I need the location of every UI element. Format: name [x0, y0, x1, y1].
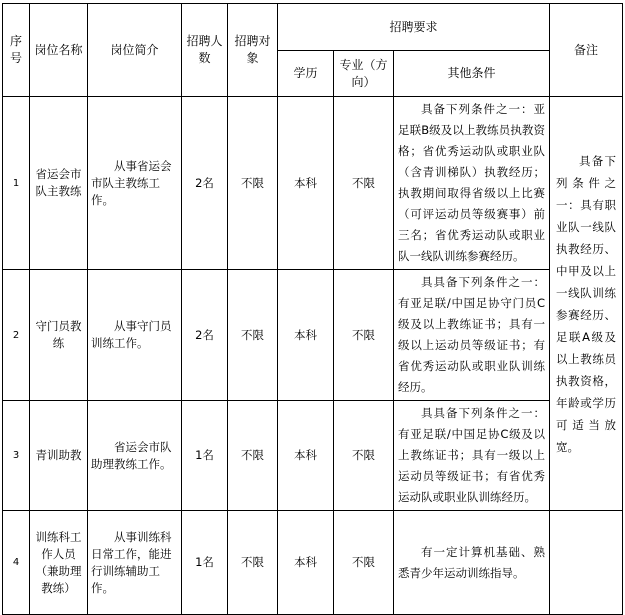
row-education: 本科	[278, 270, 334, 401]
row-education: 本科	[278, 511, 334, 615]
table-row	[3, 97, 623, 270]
row-seq: 3	[3, 401, 30, 511]
row-post-desc: 从事守门员训练工作。	[88, 270, 182, 401]
header-other: 其他条件	[394, 51, 550, 97]
header-major: 专业（方向）	[334, 51, 394, 97]
header-requirements: 招聘要求	[278, 4, 550, 51]
header-education: 学历	[278, 51, 334, 97]
row-count: 1名	[182, 401, 228, 511]
table-row	[3, 270, 623, 401]
remark-cell: 具备下列条件之一：具有职业队一线队执教经历、中甲及以上一线队训练参赛经历、足联A级及以上教练员执教资格，年龄或学历可适当放宽。	[550, 97, 623, 511]
header-post-name: 岗位名称	[30, 4, 88, 97]
row-other-conditions: 有一定计算机基础、熟悉青少年运动训练指导。	[394, 511, 550, 615]
header-target: 招聘对象	[228, 4, 278, 97]
header-remark: 备注	[550, 4, 623, 97]
table-row	[3, 401, 623, 511]
row-post-desc: 省运会市队助理教练工作。	[88, 401, 182, 511]
header-count: 招聘人数	[182, 4, 228, 97]
row-other-conditions: 具具备下列条件之一：有亚足联/中国足协守门员C级及以上教练证书；具有一级以上运动员等级证书；有省优秀运动队或职业队训练经历。	[394, 270, 550, 401]
row-post-name: 青训助教	[30, 401, 88, 511]
row-target: 不限	[228, 401, 278, 511]
row-post-name: 省运会市队主教练	[30, 97, 88, 270]
header-post-desc: 岗位简介	[88, 4, 182, 97]
row-post-name: 训练科工作人员（兼助理教练）	[30, 511, 88, 615]
row-other-conditions: 具具备下列条件之一：有亚足联/中国足协C级及以上教练证书；具有一级以上运动员等级证书；有省优秀运动队或职业队训练经历。	[394, 401, 550, 511]
row-education: 本科	[278, 401, 334, 511]
row-seq: 4	[3, 511, 30, 615]
row-education: 本科	[278, 97, 334, 270]
row-seq: 1	[3, 97, 30, 270]
row-post-desc: 从事省运会市队主教练工作。	[88, 97, 182, 270]
row-major: 不限	[334, 401, 394, 511]
row-target: 不限	[228, 270, 278, 401]
row-major: 不限	[334, 270, 394, 401]
row-seq: 2	[3, 270, 30, 401]
row-count: 2名	[182, 97, 228, 270]
row-major: 不限	[334, 97, 394, 270]
recruitment-table	[2, 3, 623, 615]
row-target: 不限	[228, 97, 278, 270]
row-count: 2名	[182, 270, 228, 401]
row-post-name: 守门员教练	[30, 270, 88, 401]
row-post-desc: 从事训练科日常工作，能进行训练辅助工作。	[88, 511, 182, 615]
header-seq: 序号	[3, 4, 30, 97]
row-count: 1名	[182, 511, 228, 615]
row-other-conditions: 具备下列条件之一：亚足联B级及以上教练员执教资格；省优秀运动队或职业队（含青训梯队）执教经历；执教期间取得省级以上比赛（可评运动员等级赛事）前三名；省优秀运动队或职业队一线队训练参赛经历。	[394, 97, 550, 270]
row-major: 不限	[334, 511, 394, 615]
row-target: 不限	[228, 511, 278, 615]
